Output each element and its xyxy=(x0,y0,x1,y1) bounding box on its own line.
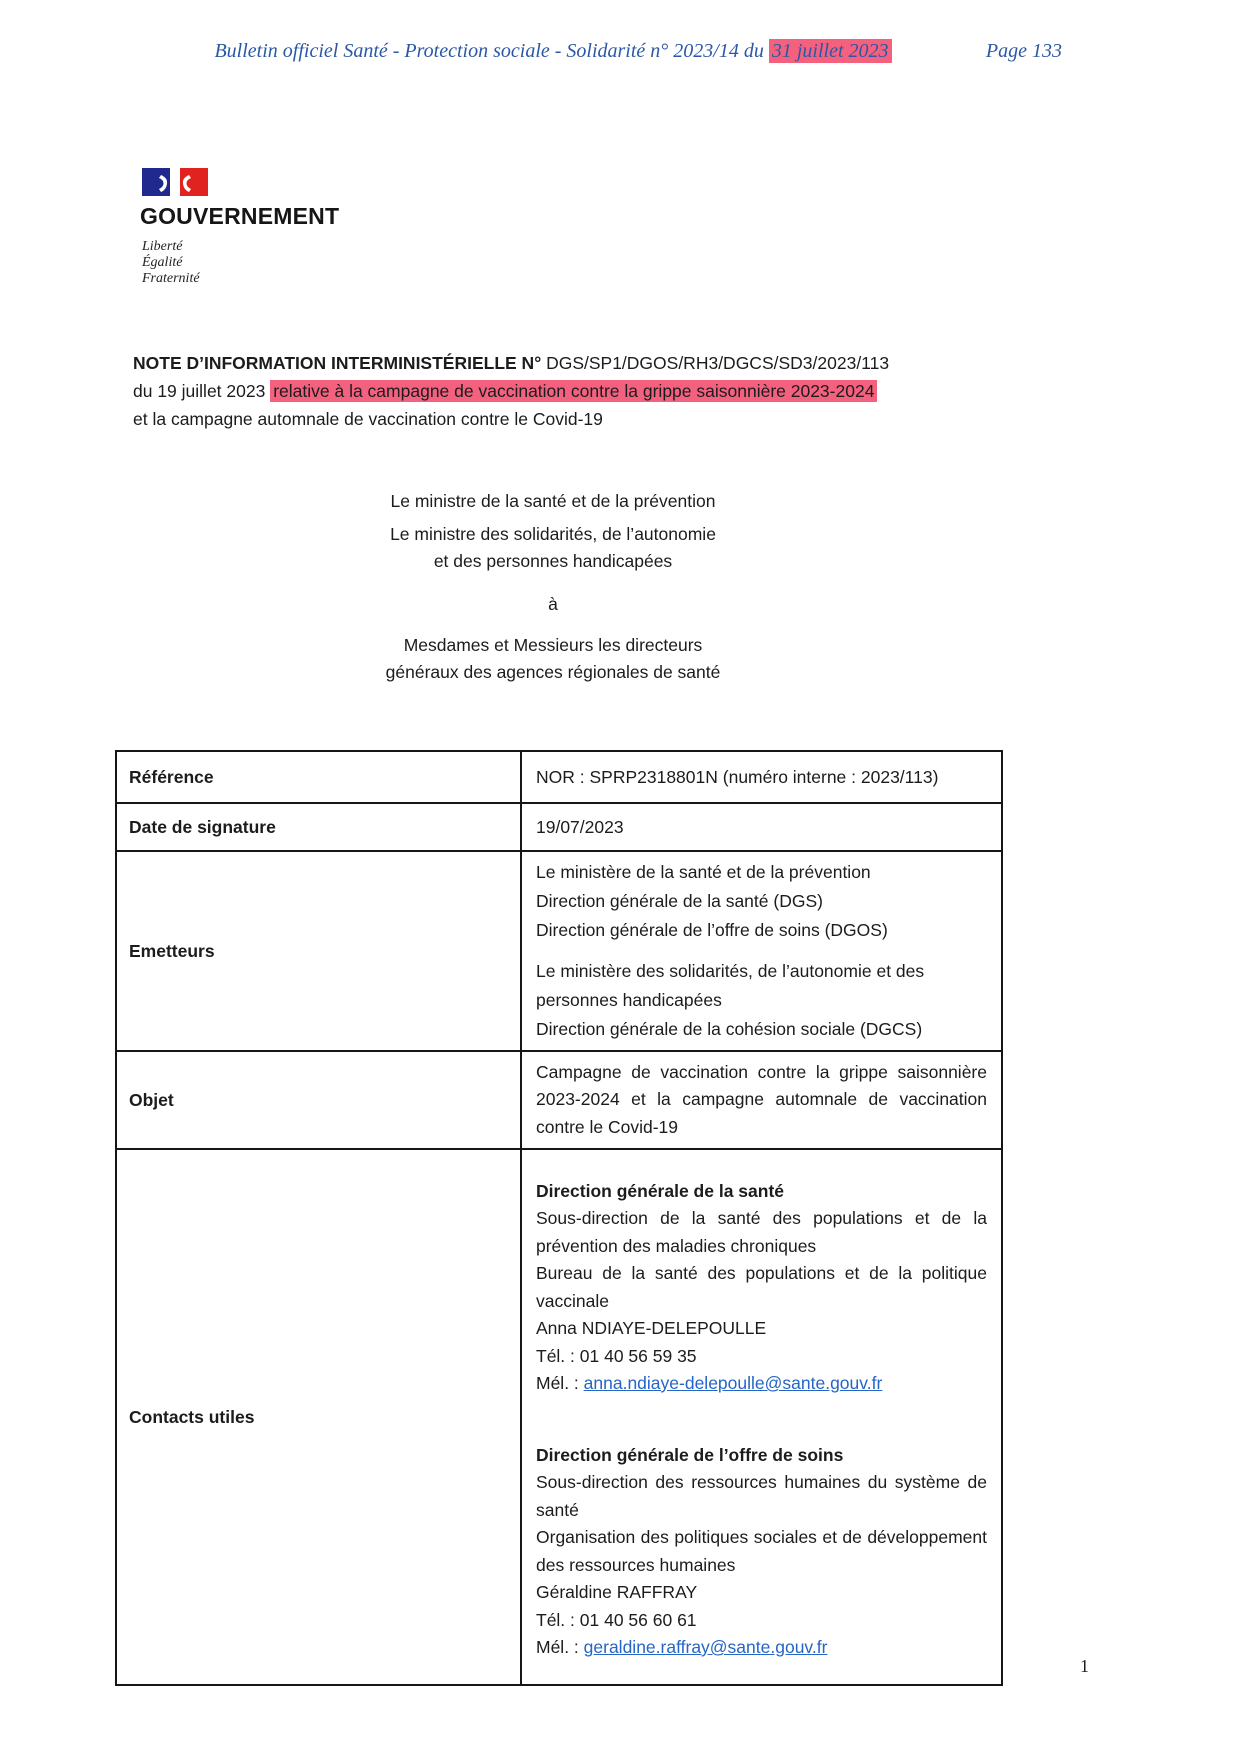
emetteur-line: Direction générale de la santé (DGS) xyxy=(536,891,823,911)
sender-line-2: Le ministre des solidarités, de l’autonomie xyxy=(390,524,716,544)
contacts-value xyxy=(521,1149,1002,1685)
contact-dgs-subdirection: Sous-direction de la santé des populations et de la prévention des maladies chroniques xyxy=(536,1208,987,1256)
contact-dgs-mail-line xyxy=(536,1370,987,1398)
contacts-label: Contacts utiles xyxy=(116,1149,521,1685)
contact-dgos-name: Géraldine RAFFRAY xyxy=(536,1582,698,1602)
recipient-line-2: généraux des agences régionales de santé xyxy=(385,662,721,682)
contact-dgs-name: Anna NDIAYE-DELEPOULLE xyxy=(536,1318,767,1338)
logo-government-text: GOUVERNEMENT xyxy=(140,203,340,229)
table-row-objet xyxy=(116,1051,1002,1149)
bulletin-header xyxy=(133,40,973,63)
note-title-bold: NOTE D’INFORMATION INTERMINISTÉRIELLE N° xyxy=(133,353,542,373)
date-label: Date de signature xyxy=(116,803,521,851)
note-title-paragraph xyxy=(133,349,1118,433)
page-label: Page 133 xyxy=(985,40,1062,62)
sender-line-3: et des personnes handicapées xyxy=(433,551,673,571)
mail-label: Mél. : xyxy=(536,1373,584,1393)
french-flag-icon xyxy=(142,168,208,196)
emetteur-line: Direction générale de la cohésion sociale (DGCS) xyxy=(536,1019,923,1039)
table-row-date xyxy=(116,803,1002,851)
recipient-line-1: Mesdames et Messieurs les directeurs xyxy=(403,635,703,655)
table-row-emetteurs xyxy=(116,851,1002,1051)
table-row-reference xyxy=(116,751,1002,803)
page-number: 1 xyxy=(1080,1656,1089,1676)
info-table xyxy=(115,750,1003,1686)
motto-liberte: Liberté xyxy=(142,239,183,254)
emetteurs-value xyxy=(521,851,1002,1051)
objet-label: Objet xyxy=(116,1051,521,1149)
bulletin-date-highlight: 31 juillet 2023 xyxy=(769,39,892,63)
motto-egalite: Égalité xyxy=(142,255,183,270)
contact-block-dgos xyxy=(536,1442,987,1662)
contact-block-dgs xyxy=(536,1178,987,1398)
emetteur-line: Le ministère de la santé et de la prévention xyxy=(536,862,871,882)
contact-dgos-organisation: Organisation des politiques sociales et de développement des ressources humaines xyxy=(536,1527,987,1575)
table-row-contacts xyxy=(116,1149,1002,1685)
bulletin-title-text: Bulletin officiel Santé - Protection sociale - Solidarité n° 2023/14 du xyxy=(214,40,769,62)
emetteur-line: Direction générale de l’offre de soins (DGOS) xyxy=(536,920,888,940)
contact-dgos-subdirection: Sous-direction des ressources humaines du système de santé xyxy=(536,1472,987,1520)
addressees-block xyxy=(133,488,973,686)
objet-value: Campagne de vaccination contre la grippe saisonnière 2023-2024 et la campagne automnale de vaccination contre le Covid-19 xyxy=(521,1051,1002,1149)
reference-value: NOR : SPRP2318801N (numéro interne : 2023/113) xyxy=(521,751,1002,803)
mail-label: Mél. : xyxy=(536,1637,584,1657)
contact-dgs-heading: Direction générale de la santé xyxy=(536,1180,785,1201)
dgos-email-link[interactable]: geraldine.raffray@sante.gouv.fr xyxy=(583,1637,828,1657)
addressee-separator: à xyxy=(548,594,558,614)
note-subject-highlight: relative à la campagne de vaccination contre la grippe saisonnière 2023-2024 xyxy=(270,380,877,402)
dgs-email-link[interactable]: anna.ndiaye-delepoulle@sante.gouv.fr xyxy=(583,1373,883,1393)
note-date-prefix: du 19 juillet 2023 xyxy=(133,381,271,401)
date-value: 19/07/2023 xyxy=(521,803,1002,851)
emetteurs-label: Emetteurs xyxy=(116,851,521,1051)
reference-label: Référence xyxy=(116,751,521,803)
logo-motto xyxy=(142,239,339,287)
contact-dgs-bureau: Bureau de la santé des populations et de la politique vaccinale xyxy=(536,1263,987,1311)
contact-dgs-phone: Tél. : 01 40 56 59 35 xyxy=(536,1345,697,1366)
contact-dgos-heading: Direction générale de l’offre de soins xyxy=(536,1444,844,1465)
contact-dgos-mail-line xyxy=(536,1634,987,1662)
emetteur-line: Le ministère des solidarités, de l’autonomie et des personnes handicapées xyxy=(536,961,925,1010)
note-title-ref: DGS/SP1/DGOS/RH3/DGCS/SD3/2023/113 xyxy=(541,353,890,373)
motto-fraternite: Fraternité xyxy=(142,271,200,286)
government-logo xyxy=(140,168,339,287)
note-line3: et la campagne automnale de vaccination contre le Covid-19 xyxy=(133,409,603,429)
contact-dgos-phone: Tél. : 01 40 56 60 61 xyxy=(536,1609,697,1630)
sender-line-1: Le ministre de la santé et de la prévention xyxy=(390,491,716,511)
